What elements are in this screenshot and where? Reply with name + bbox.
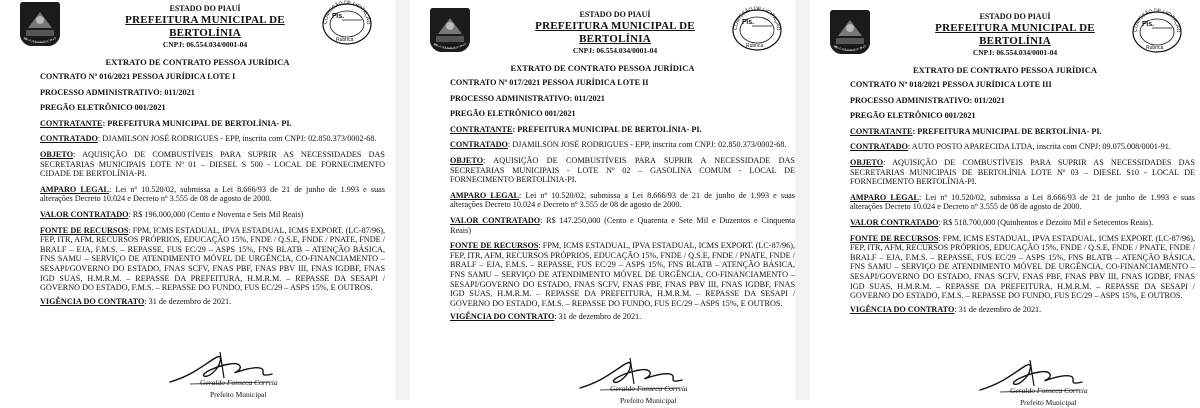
contract-object-label: OBJETO	[450, 155, 484, 165]
electronic-auction: PREGÃO ELETRÔNICO 001/2021	[450, 109, 576, 119]
contracted-party	[40, 134, 385, 144]
funding-sources-value: : FPM, ICMS ESTADUAL, IPVA ESTADUAL, ICMS EXPORT. (LC-87/96), FEP, ITR, AFM, RECURSOS PRÓPRIOS, EDUCAÇÃO 15%, FNDE / Q.S.E, FNDE / PNATE, FNDE / BRALF – EJA, F.M.S. – REPASSE, FUS EC/29 – ASPS 15%, FNS BLATB – ATENÇÃO BÁSICA, FNS SAMU – SERVIÇO DE ATENDIMENTO MÓVEL DE URGÊNCIA, CO-FINANCIAMENTO – SESAPI/GOVERNO DO ESTADO, FNAS SCFV, FNAS PBF, FNAS PBV III, FNAS IGDBF, FNAS IGD SUAS, H.M.R.M. – REPASSE DA PREFEITURA, H.M.R.M. – REPASSE DA SESAPI / GOVERNO DO ESTADO, F.M.S. – REPASSE DO FUNDO, FUS EC/29 – ASPS 15%, E OUTROS.	[40, 225, 386, 293]
stamp-folio-label: Fls.	[1142, 21, 1155, 28]
legal-basis-label: AMPARO LEGAL	[450, 190, 519, 200]
administrative-process: PROCESSO ADMINISTRATIVO: 011/2021	[850, 95, 1005, 105]
state-name: ESTADO DO PIAUÍ	[169, 4, 241, 13]
administrative-process: PROCESSO ADMINISTRATIVO: 011/2021	[450, 93, 605, 103]
contracted-party-label: CONTRATADO	[40, 134, 98, 144]
contract-number: CONTRATO Nº 017/2021 PESSOA JURÍDICA LOTE II	[450, 78, 649, 87]
letterhead	[920, 11, 1110, 58]
municipality-cnpj: CNPJ: 06.554.034/0001-04	[162, 40, 248, 49]
contracted-party-label: CONTRATADO	[850, 142, 908, 152]
contracted-party-value: : AUTO POSTO APARECIDA LTDA, inscrita com CNPJ: 09.075.008/0001-91.	[907, 142, 1171, 152]
contract-validity-label: VIGÊNCIA DO CONTRATO	[850, 304, 955, 314]
contract-object-label: OBJETO	[40, 149, 74, 159]
extract-body	[450, 78, 795, 328]
contracting-party	[40, 119, 385, 129]
letterhead	[520, 9, 710, 56]
contract-validity	[450, 312, 795, 322]
svg-text:COMISSÃO DE LICITAÇÃO: COMISSÃO DE LICITAÇÃO	[1132, 8, 1182, 33]
contract-value	[40, 210, 385, 220]
contracting-party-label: CONTRATANTE	[850, 126, 913, 136]
contract-validity	[40, 297, 385, 307]
contract-value-amount: : R$ 147.250,000 (Cento e Quarenta e Sete Mil e Duzentos e Cinquenta Reais)	[450, 215, 795, 235]
legal-basis	[40, 185, 385, 204]
contract-value	[450, 216, 795, 235]
contract-object	[850, 158, 1195, 187]
extract-title: EXTRATO DE CONTRATO PESSOA JURÍDICA	[510, 63, 695, 73]
panel-divider	[795, 0, 810, 400]
contract-value-label: VALOR CONTRATADO	[40, 209, 129, 219]
bidding-commission-stamp	[1130, 8, 1184, 54]
contract-validity-value: : 31 de dezembro de 2021.	[554, 312, 642, 322]
contract-validity-value: : 31 de dezembro de 2021.	[954, 304, 1042, 314]
contracted-party-value: : DJAMILSON JOSÉ RODRIGUES - EPP, inscrita com CNPJ: 02.850.373/0002-68.	[507, 140, 787, 150]
bidding-commission-stamp	[320, 0, 374, 46]
svg-text:COMISSÃO DE LICITAÇÃO: COMISSÃO DE LICITAÇÃO	[322, 0, 372, 25]
signer-name: Geraldo Fonseca Correia	[610, 384, 688, 393]
contracting-party-value: : PREFEITURA MUNICIPAL DE BERTOLÍNIA- PI.	[102, 118, 292, 128]
contract-value-label: VALOR CONTRATADO	[850, 217, 939, 227]
stamp-rubrica-label: Rubrica	[1146, 45, 1164, 51]
signer-role: Prefeito Municipal	[620, 396, 677, 405]
contracted-party-label: CONTRATADO	[450, 140, 508, 150]
contract-number: CONTRATO Nº 016/2021 PESSOA JURÍDICA LOTE I	[40, 72, 236, 81]
signature-block	[160, 348, 300, 400]
contract-extract-panel	[810, 8, 1200, 408]
electronic-auction: PREGÃO ELETRÔNICO 001/2021	[40, 103, 166, 113]
legal-basis-label: AMPARO LEGAL	[850, 192, 919, 202]
municipality-name: PREFEITURA MUNICIPAL DE BERTOLÍNIA	[125, 14, 285, 39]
legal-basis-label: AMPARO LEGAL	[40, 184, 109, 194]
administrative-process: PROCESSO ADMINISTRATIVO: 011/2021	[40, 87, 195, 97]
signature-block	[970, 356, 1110, 408]
contracted-party-value: : DJAMILSON JOSÉ RODRIGUES - EPP, inscrita com CNPJ: 02.850.373/0002-68.	[97, 134, 377, 144]
contract-object	[40, 150, 385, 179]
funding-sources	[850, 234, 1195, 301]
state-name: ESTADO DO PIAUÍ	[979, 12, 1051, 21]
state-name: ESTADO DO PIAUÍ	[579, 10, 651, 19]
legal-basis-value: : Lei nº 10.520/02, submissa a Lei 8.666/93 de 21 de junho de 1.993 e suas alterações Decreto 10.024 e Decreto nº 3.555 de 08 de agosto de 2000.	[850, 192, 1195, 212]
extract-title: EXTRATO DE CONTRATO PESSOA JURÍDICA	[105, 57, 290, 67]
extract-body	[850, 80, 1195, 320]
contract-extract-panel	[0, 0, 395, 400]
contracting-party	[450, 125, 795, 135]
contract-value-amount: : R$ 518.700,000 (Quinhentos e Dezoito Mil e Setecentos Reais).	[938, 217, 1154, 227]
contract-object-value: : AQUISIÇÃO DE COMBUSTÍVEIS PARA SUPRIR AS NECESSIDADES DAS SECRETARIAS MUNICIPAIS LOTE Nº 01 – DIESEL S 500 - LOCAL DE FORNECIMENTO CIDADE DE BERTOLÍNIA-PI.	[40, 149, 385, 179]
stamp-rubrica-label: Rubrica	[746, 43, 764, 49]
legal-basis-value: : Lei nº 10.520/02, submissa a Lei 8.666/93 de 21 de junho de 1.993 e suas alterações Decreto 10.024 e Decreto nº 3.555 de 08 de agosto de 2000.	[40, 184, 385, 204]
contract-object	[450, 156, 795, 185]
funding-sources-label: FONTE DE RECURSOS	[40, 225, 129, 235]
signer-name: Geraldo Fonseca Correia	[200, 378, 278, 387]
contracting-party-value: : PREFEITURA MUNICIPAL DE BERTOLÍNIA- PI.	[512, 124, 702, 134]
extract-body	[40, 72, 385, 312]
legal-basis-value: : Lei nº 10.520/02, submissa a Lei 8.666/93 de 21 de junho de 1.993 e suas alterações Decreto 10.024 e Decreto nº 3.555 de 08 de agosto de 2000.	[450, 190, 795, 210]
legal-basis	[450, 191, 795, 210]
crest-caption: Bertolínia-PI	[837, 46, 867, 52]
contracted-party	[450, 140, 795, 150]
contract-validity-label: VIGÊNCIA DO CONTRATO	[450, 312, 555, 322]
stamp-folio-label: Fls.	[742, 19, 755, 26]
contract-object-value: : AQUISIÇÃO DE COMBUSTÍVEIS PARA SUPRIR AS NECESSIDADES DAS SECRETARIAS MUNICIPAIS DE BERTOLÍNIA LOTE Nº 03 – DIESEL S10 - LOCAL DE FORNECIMENTO BERTOLÍNIA-PI.	[850, 157, 1195, 187]
stamp-rubrica-label: Rubrica	[336, 37, 354, 43]
funding-sources	[450, 241, 795, 308]
contracting-party	[850, 127, 1195, 137]
funding-sources-value: : FPM, ICMS ESTADUAL, IPVA ESTADUAL, ICMS EXPORT. (LC-87/96), FEP, ITR, AFM, RECURSOS PRÓPRIOS, EDUCAÇÃO 15%, FNDE / Q.S.E, FNDE / PNATE, FNDE / BRALF – EJA, F.M.S. – REPASSE, FUS EC/29 – ASPS 15%, FNS BLATB – ATENÇÃO BÁSICA, FNS SAMU – SERVIÇO DE ATENDIMENTO MÓVEL DE URGÊNCIA, CO-FINANCIAMENTO – SESAPI/GOVERNO DO ESTADO, FNAS SCFV, FNAS PBF, FNAS PBV III, FNAS IGDBF, FNAS IGD SUAS, H.M.R.M. – REPASSE DA PREFEITURA, H.M.R.M. – REPASSE DA SESAPI / GOVERNO DO ESTADO, F.M.S. – REPASSE DO FUNDO, FUS EC/29 – ASPS 15%, E OUTROS.	[850, 233, 1196, 301]
signer-role: Prefeito Municipal	[210, 390, 267, 399]
contracting-party-value: : PREFEITURA MUNICIPAL DE BERTOLÍNIA- PI.	[912, 126, 1102, 136]
stamp-folio-label: Fls.	[332, 13, 345, 20]
funding-sources-label: FONTE DE RECURSOS	[850, 233, 939, 243]
contract-value-label: VALOR CONTRATADO	[450, 215, 541, 225]
electronic-auction: PREGÃO ELETRÔNICO 001/2021	[850, 111, 976, 121]
signature-block	[570, 354, 710, 406]
funding-sources	[40, 226, 385, 293]
contract-value	[850, 218, 1195, 228]
contracting-party-label: CONTRATANTE	[450, 124, 513, 134]
svg-text:COMISSÃO DE LICITAÇÃO: COMISSÃO DE LICITAÇÃO	[732, 6, 782, 31]
contract-value-amount: : R$ 196.000,000 (Cento e Noventa e Seis Mil Reais)	[128, 209, 304, 219]
letterhead	[110, 3, 300, 50]
legal-basis	[850, 193, 1195, 212]
municipality-cnpj: CNPJ: 06.554.034/0001-04	[572, 46, 658, 55]
funding-sources-label: FONTE DE RECURSOS	[450, 241, 539, 251]
contract-object-value: : AQUISIÇÃO DE COMBUSTÍVEIS PARA SUPRIR A NECESSIDADE DAS SECRETARIAS MUNICIPAIS - LOTE Nº 02 – GASOLINA COMUM - LOCAL DE FORNECIMENTO BERTOLÍNIA-PI.	[450, 155, 795, 185]
panel-divider	[395, 0, 410, 400]
contracting-party-label: CONTRATANTE	[40, 118, 103, 128]
signer-name: Geraldo Fonseca Correia	[1010, 386, 1088, 395]
municipality-name: PREFEITURA MUNICIPAL DE BERTOLÍNIA	[935, 22, 1095, 47]
bidding-commission-stamp	[730, 6, 784, 52]
municipality-cnpj: CNPJ: 06.554.034/0001-04	[972, 48, 1058, 57]
crest-caption: Bertolínia-PI	[437, 44, 467, 50]
crest-caption: Bertolínia-PI	[27, 38, 57, 44]
contract-number: CONTRATO Nº 018/2021 PESSOA JURÍDICA LOTE III	[850, 80, 1052, 89]
extract-title: EXTRATO DE CONTRATO PESSOA JURÍDICA	[912, 65, 1098, 75]
funding-sources-value: : FPM, ICMS ESTADUAL, IPVA ESTADUAL, ICMS EXPORT. (LC-87/96), FEP, ITR, AFM, RECURSOS PRÓPRIOS, EDUCAÇÃO 15%, FNDE / Q.S.E, FNDE / PNATE, FNDE / BRALF – EJA, F.M.S. – REPASSE, FUS EC/29 – ASPS 15%, FNS BLATB – ATENÇÃO BÁSICA, FNS SAMU – SERVIÇO DE ATENDIMENTO MÓVEL DE URGÊNCIA, CO-FINANCIAMENTO – SESAPI/GOVERNO DO ESTADO, FNAS SCFV, FNAS PBF, FNAS PBV III, FNAS IGDBF, FNAS IGD SUAS, H.M.R.M. – REPASSE DA PREFEITURA, H.M.R.M. – REPASSE DA SESAPI / GOVERNO DO ESTADO, F.M.S. – REPASSE DO FUNDO, FUS EC/29 – ASPS 15%, E OUTROS.	[450, 241, 795, 308]
contract-validity	[850, 305, 1195, 315]
municipality-name: PREFEITURA MUNICIPAL DE BERTOLÍNIA	[535, 20, 695, 45]
contract-validity-value: : 31 de dezembro de 2021.	[144, 296, 232, 306]
contract-validity-label: VIGÊNCIA DO CONTRATO	[40, 296, 145, 306]
contract-object-label: OBJETO	[850, 157, 884, 167]
signer-role: Prefeito Municipal	[1020, 398, 1077, 407]
contract-extract-panel	[410, 6, 795, 406]
contracted-party	[850, 142, 1195, 152]
